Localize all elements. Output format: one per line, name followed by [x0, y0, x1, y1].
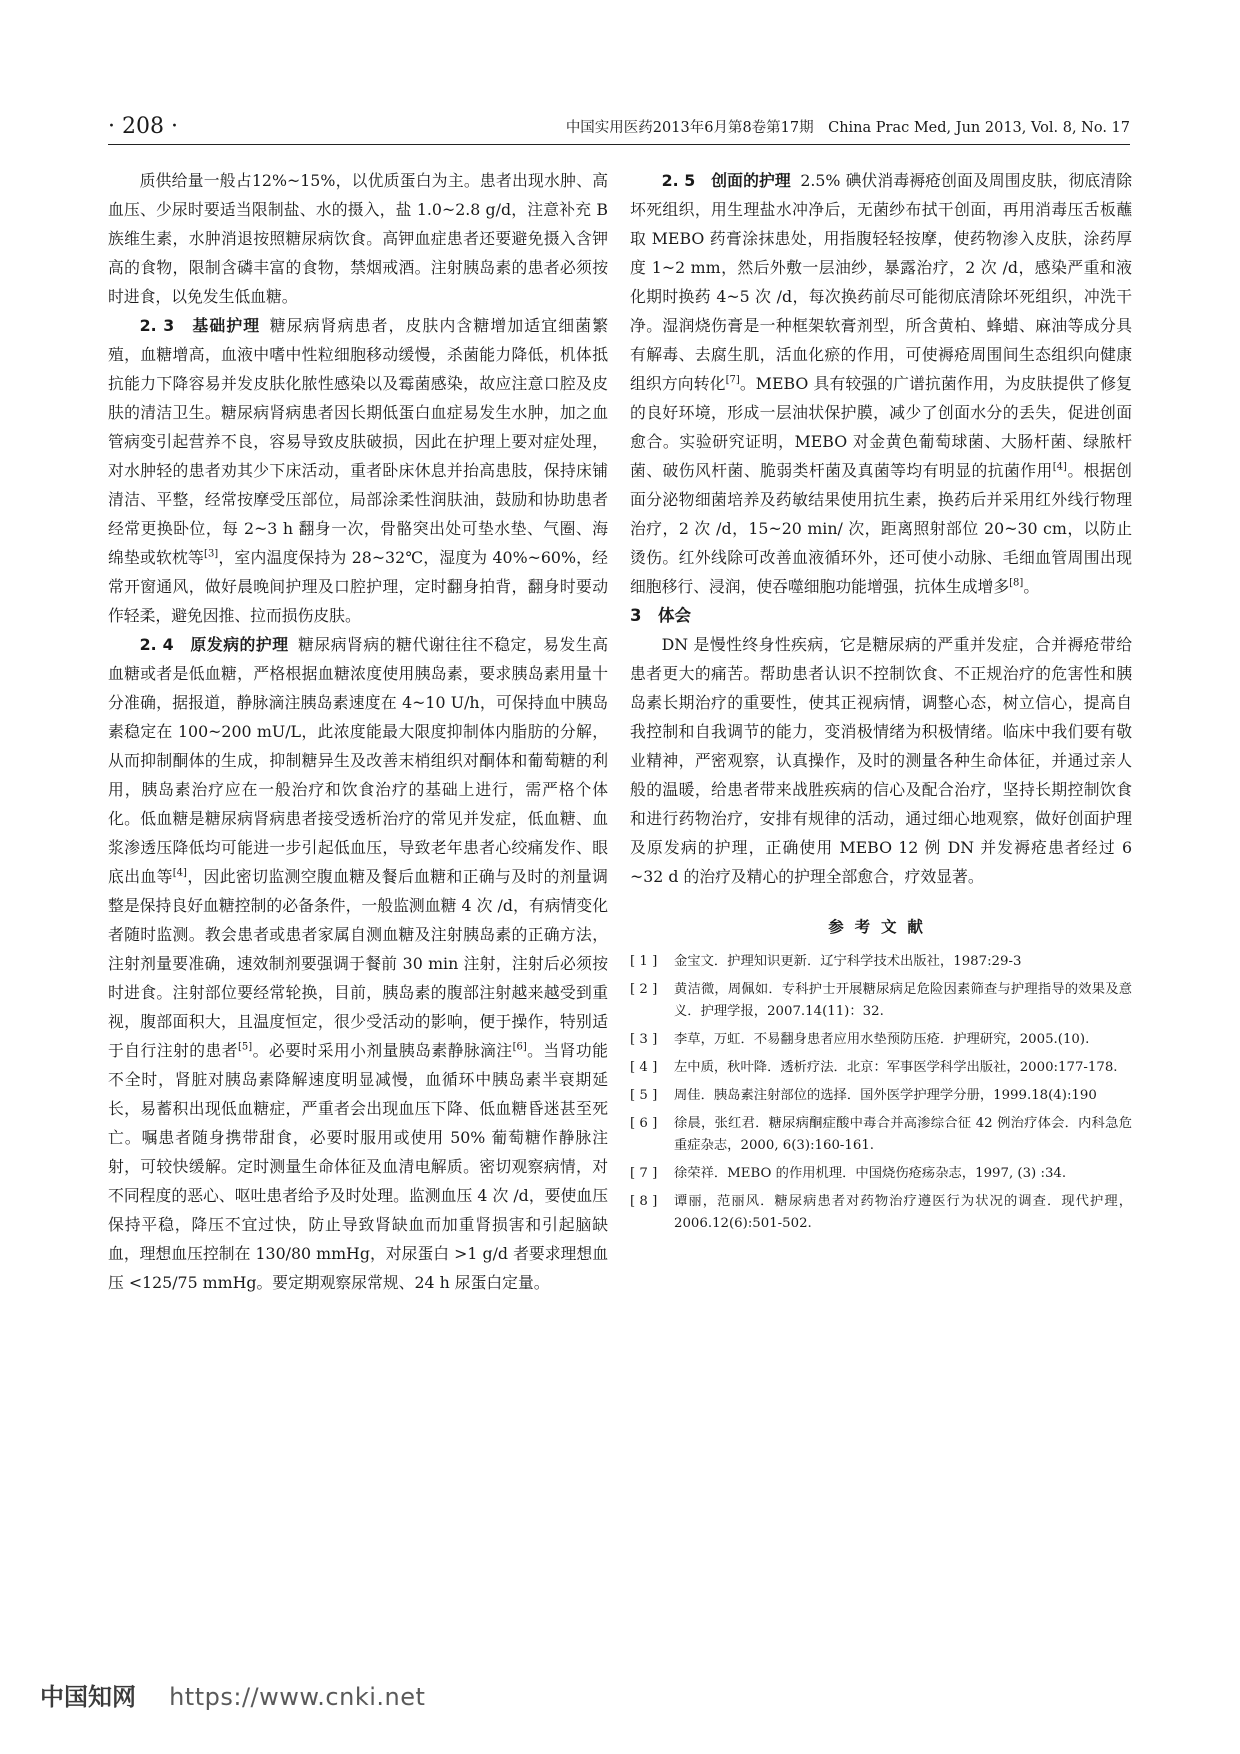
section-2-4-text: 糖尿病肾病的糖代谢往往不稳定，易发生高血糖或者是低血糖，严格根据血糖浓度使用胰岛素，要求胰岛素用量十分准确，据报道，静脉滴注胰岛素速度在 4~10 U/h，可保持血中胰岛素稳定在 100~200 mU/L，此浓度能最大限度抑制体内脂肪的分解，从而抑制酮体的生成，抑制糖异生及改善末梢组织对酮体和葡萄糖的利用，胰岛素治疗应在一般治疗和饮食治疗的基础上进行，需严格个体化。低血糖是糖尿病肾病患者接受透析治疗的常见并发症，低血糖、血浆渗透压降低均可能进一步引起低血压，导致老年患者心绞痛发作、眼底出血等 [108, 635, 608, 886]
section-2-5-wound-nursing [630, 166, 1132, 601]
reference-number: [ 1 ] [630, 954, 658, 969]
reference-text: 李草，万虹．不易翻身患者应用水垫预防压疮．护理研究，2005.(10). [674, 1032, 1090, 1047]
citation-ref[interactable]: [7] [725, 374, 740, 386]
cnki-footer [40, 1677, 425, 1721]
citation-ref[interactable]: [8] [1009, 577, 1024, 589]
reference-number: [ 4 ] [630, 1060, 658, 1075]
left-column [108, 166, 608, 1297]
reference-item [630, 1113, 1132, 1157]
running-header [108, 110, 1130, 145]
section-3-text: DN 是慢性终身性疾病，它是糖尿病的严重并发症，合并褥疮带给患者更大的痛苦。帮助患者认识不控制饮食、不正规治疗的危害性和胰岛素长期治疗的重要性，使其正视病情，调整心态，树立信心，提高自我控制和自我调节的能力，变消极情绪为积极情绪。临床中我们要有敬业精神，严密观察，认真操作，及时的测量各种生命体征，并通过亲人般的温暖，给患者带来战胜疾病的信心及配合治疗，坚持长期控制饮食和进行药物治疗，安排有规律的活动，通过细心地观察，做好创面护理及原发病的护理，正确使用 MEBO 12 例 DN 并发褥疮患者经过 6 ~32 d 的治疗及精心的护理全部愈合，疗效显著。 [630, 635, 1132, 886]
references-title: 参考文献 [828, 918, 934, 936]
reference-item [630, 1057, 1132, 1079]
reference-text: 黄洁微，周佩如．专科护士开展糖尿病足危险因素筛查与护理指导的效果及意义．护理学报，2007.14(11)：32. [674, 982, 1132, 1019]
journal-citation: 中国实用医药2013年6月第8卷第17期 China Prac Med, Jun 2013, Vol. 8, No. 17 [565, 120, 1130, 136]
reference-text: 谭丽，范丽风．糖尿病患者对药物治疗遵医行为状况的调查．现代护理，2006.12(6):501-502. [674, 1194, 1132, 1231]
reference-number: [ 3 ] [630, 1032, 658, 1047]
citation-ref[interactable]: [6] [512, 1041, 527, 1053]
section-3-heading: 3 体会 [630, 606, 691, 625]
reference-number: [ 8 ] [630, 1194, 658, 1209]
reference-item [630, 979, 1132, 1023]
citation-ref[interactable]: [3] [204, 548, 219, 560]
right-column [630, 166, 1132, 1241]
section-2-4-text: 。当肾功能不全时，肾脏对胰岛素降解速度明显减慢，血循环中胰岛素半衰期延长，易蓄积出现低血糖症，严重者会出现血压下降、低血糖昏迷甚至死亡。嘱患者随身携带甜食，必要时服用或使用 50% 葡萄糖作静脉注射，可较快缓解。定时测量生命体征及血清电解质。密切观察病情，对不同程度的恶心、呕吐患者给予及时处理。监测血压 4 次 /d，要使血压保持平稳，降压不宜过快，防止导致肾缺血而加重肾损害和引起脑缺血，理想血压控制在 130/80 mmHg，对尿蛋白 >1 g/d 者要求理想血压 <125/75 mmHg。要定期观察尿常规、24 h 尿蛋白定量。 [108, 1041, 608, 1292]
reference-number: [ 2 ] [630, 982, 658, 997]
section-2-3-text: ，室内温度保持为 28~32℃，湿度为 40%~60%，经常开窗通风，做好晨晚间护理及口腔护理，定时翻身拍背，翻身时要动作轻柔，避免因推、拉而损伤皮肤。 [108, 548, 608, 625]
citation-ref[interactable]: [5] [237, 1041, 253, 1053]
section-2-4-text: 。必要时采用小剂量胰岛素静脉滴注 [252, 1041, 513, 1060]
reference-text: 徐晨，张红君．糖尿病酮症酸中毒合并高渗综合征 42 例治疗体会．内科急危重症杂志，2000, 6(3):160-161. [674, 1116, 1132, 1153]
section-2-3-basic-nursing [108, 311, 608, 630]
reference-text: 周佳．胰岛素注射部位的选择．国外医学护理学分册，1999.18(4):190 [674, 1088, 1097, 1103]
reference-item [630, 1029, 1132, 1051]
section-2-4-text: ，因此密切监测空腹血糖及餐后血糖和正确与及时的剂量调整是保持良好血糖控制的必备条件，一般监测血糖 4 次 /d，有病情变化者随时监测。教会患者或患者家属自测血糖及注射胰岛素的正确方法，注射剂量要准确，速效制剂要强调于餐前 30 min 注射，注射后必须按时进食。注射部位要经常轮换，目前，胰岛素的腹部注射越来越受到重视，腹部面积大，且温度恒定，很少受活动的影响，便于操作，特别适于自行注射的患者 [108, 867, 608, 1060]
cnki-url-link[interactable]: https://www.cnki.net [169, 1683, 426, 1711]
section-2-4-heading: 2. 4 原发病的护理 [139, 635, 289, 654]
paragraph-diet: 质供给量一般占12%~15%，以优质蛋白为主。患者出现水肿、高血压、少尿时要适当限制盐、水的摄入，盐 1.0~2.8 g/d，注意补充 B 族维生素，水肿消退按照糖尿病饮食。高钾血症患者还要避免摄入含钾高的食物，限制含磷丰富的食物，禁烟戒酒。注射胰岛素的患者必须按时进食，以免发生低血糖。 [108, 171, 608, 306]
section-2-5-text: 。 [1023, 577, 1040, 596]
reference-item [630, 1163, 1132, 1185]
reference-text: 徐荣祥．MEBO 的作用机理．中国烧伤疮疡杂志，1997, (3) :34. [674, 1166, 1067, 1181]
section-2-3-heading: 2. 3 基础护理 [139, 316, 261, 335]
reference-text: 金宝文．护理知识更新．辽宁科学技术出版社，1987:29-3 [674, 954, 1022, 969]
section-2-4-primary-disease-nursing [108, 630, 608, 1297]
reference-list [630, 951, 1132, 1235]
section-2-5-heading: 2. 5 创面的护理 [661, 171, 791, 190]
reference-number: [ 7 ] [630, 1166, 658, 1181]
section-2-5-text: 。MEBO 具有较强的广谱抗菌作用，为皮肤提供了修复的良好环境，形成一层油状保护膜，减少了创面水分的丢失，促进创面愈合。实验研究证明，MEBO 对金黄色葡萄球菌、大肠杆菌、绿脓杆菌、破伤风杆菌、脆弱类杆菌及真菌等均有明显的抗菌作用 [630, 374, 1132, 480]
citation-ref[interactable]: [4] [172, 867, 187, 879]
cnki-logo: 中国知网 [40, 1683, 136, 1711]
reference-number: [ 5 ] [630, 1088, 658, 1103]
citation-ref[interactable]: [4] [1052, 461, 1067, 473]
section-2-5-text: 。根据创面分泌物细菌培养及药敏结果使用抗生素，换药后并采用红外线行物理治疗，2 次 /d，15~20 min/ 次，距离照射部位 20~30 cm，以防止烫伤。红外线除可改善血液循环外，还可使小动脉、毛细血管周围出现细胞移行、浸润，使吞噬细胞功能增强，抗体生成增多 [630, 461, 1132, 596]
section-2-5-text: 2.5% 碘伏消毒褥疮创面及周围皮肤，彻底清除坏死组织，用生理盐水冲净后，无菌纱布拭干创面，再用消毒压舌板蘸取 MEBO 药膏涂抹患处，用指腹轻轻按摩，使药物渗入皮肤，涂药厚度 1~2 mm，然后外敷一层油纱，暴露治疗，2 次 /d，感染严重和液化期时换药 4~5 次 /d，每次换药前尽可能彻底清除坏死组织，冲洗干净。湿润烧伤膏是一种框架软膏剂型，所含黄柏、蜂蜡、麻油等成分具有解毒、去腐生肌，活血化瘀的作用，可使褥疮周围间生态组织向健康组织方向转化 [630, 171, 1133, 393]
reference-number: [ 6 ] [630, 1116, 658, 1131]
page-number: · 208 · [108, 114, 178, 139]
reference-text: 左中质，秋叶降．透析疗法．北京：军事医学科学出版社，2000:177-178. [674, 1060, 1118, 1075]
reference-item [630, 1191, 1132, 1235]
section-2-3-text: 糖尿病肾病患者，皮肤内含糖增加适宜细菌繁殖，血糖增高，血液中嗜中性粒细胞移动缓慢，杀菌能力降低，机体抵抗能力下降容易并发皮肤化脓性感染以及霉菌感染，故应注意口腔及皮肤的清洁卫生。糖尿病肾病患者因长期低蛋白血症易发生水肿，加之血管病变引起营养不良，容易导致皮肤破损，因此在护理上要对症处理，对水肿轻的患者劝其少下床活动，重者卧床休息并抬高患肢，保持床铺清洁、平整，经常按摩受压部位，局部涂柔性润肤油，鼓励和协助患者经常更换卧位，每 2~3 h 翻身一次，骨骼突出处可垫水垫、气圈、海绵垫或软枕等 [108, 316, 608, 567]
reference-item [630, 951, 1132, 973]
reference-item [630, 1085, 1132, 1107]
